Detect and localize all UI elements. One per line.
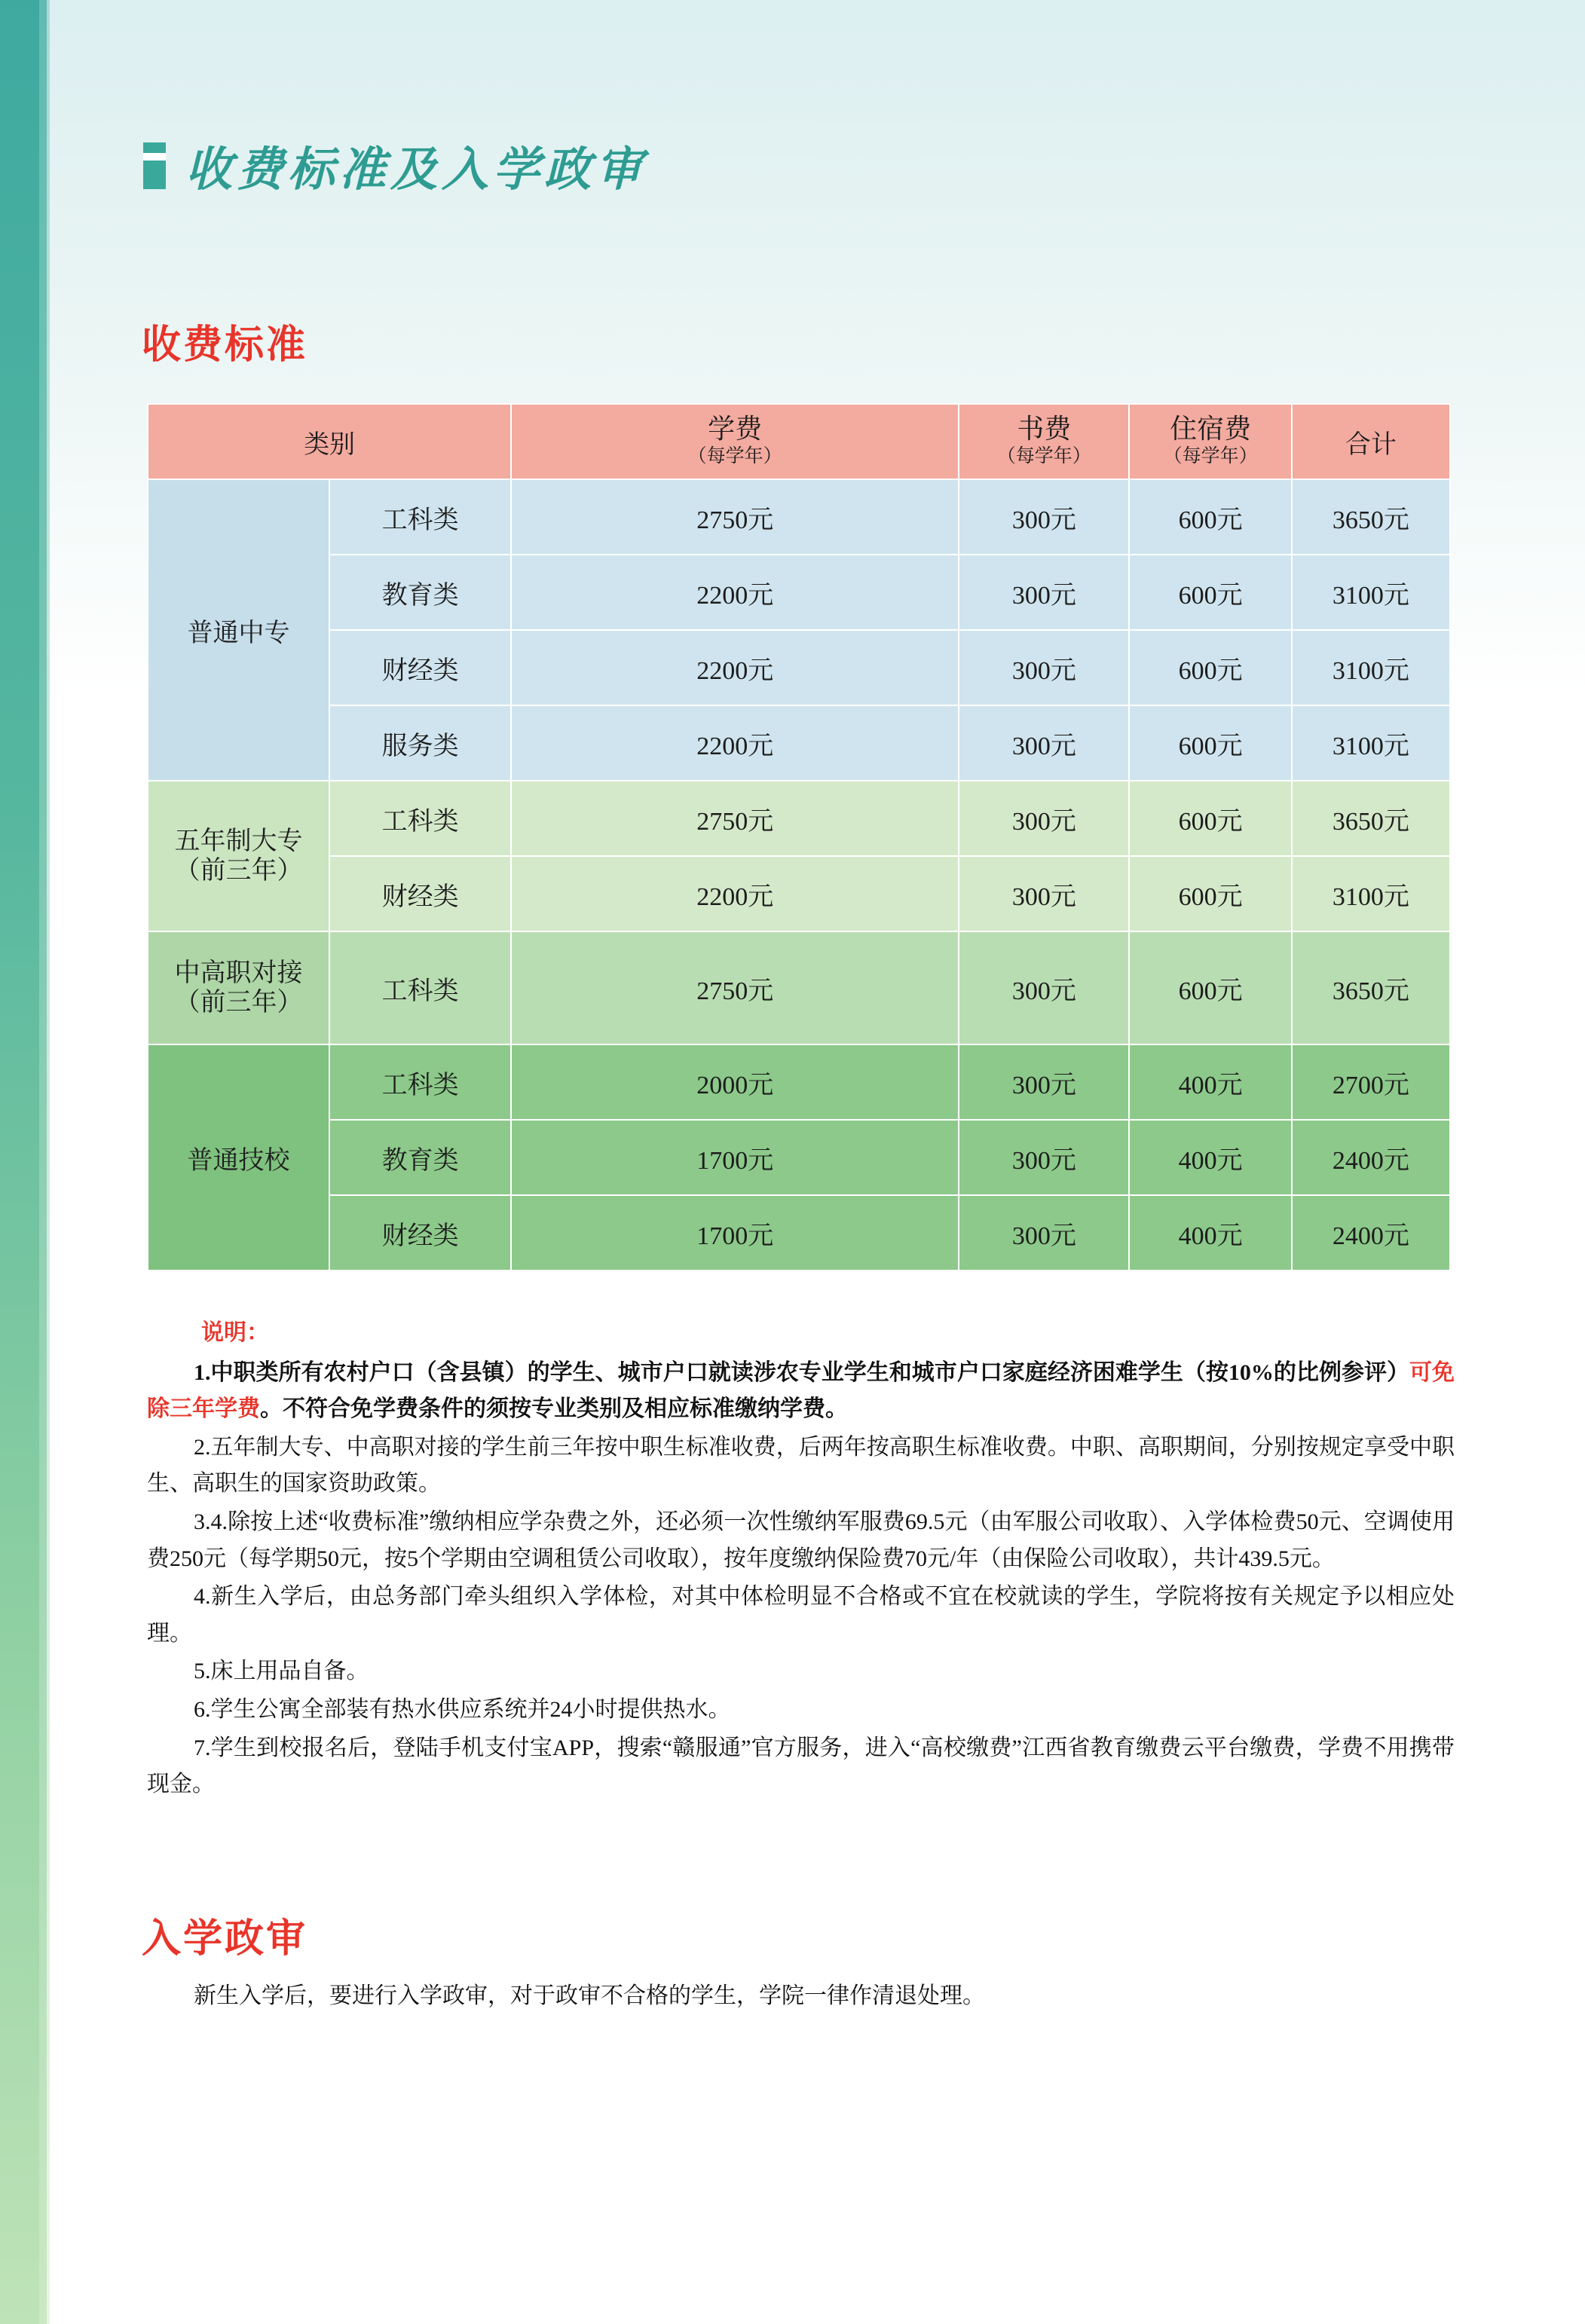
page-header bbox=[143, 132, 647, 199]
row-total: 2700元 bbox=[1292, 1044, 1450, 1120]
table-row bbox=[148, 705, 1450, 781]
table-row bbox=[148, 781, 1450, 856]
row-type: 工科类 bbox=[329, 1044, 511, 1120]
row-total: 3100元 bbox=[1292, 856, 1450, 931]
notes-block bbox=[147, 1315, 1455, 1805]
table-row bbox=[148, 1044, 1450, 1120]
table-row bbox=[148, 931, 1450, 1044]
group-name-3: 普通技校 bbox=[148, 1044, 329, 1271]
header-tuition bbox=[511, 404, 959, 479]
fee-table-head bbox=[148, 404, 1450, 479]
header-dorm bbox=[1129, 404, 1291, 479]
header-dorm-main: 住宿费 bbox=[1170, 413, 1252, 444]
note-item-5: 5.床上用品自备。 bbox=[194, 1659, 369, 1684]
row-books: 300元 bbox=[959, 1120, 1129, 1195]
table-row bbox=[148, 555, 1450, 630]
row-dorm: 600元 bbox=[1129, 931, 1291, 1044]
header-tuition-main: 学费 bbox=[708, 413, 763, 444]
group-name-1-line2: （前三年） bbox=[174, 857, 303, 885]
notes-label: 说明： bbox=[201, 1320, 269, 1345]
header-dorm-sub: （每学年） bbox=[1163, 445, 1258, 466]
review-paragraph: 新生入学后，要进行入学政审，对于政审不合格的学生，学院一律作清退处理。 bbox=[194, 1983, 985, 2008]
header-books-sub: （每学年） bbox=[996, 445, 1091, 466]
row-tuition: 2200元 bbox=[511, 856, 959, 931]
note-item-1-part1: 1.中职类所有农村户口（含县镇）的学生、城市户口就读涉农专业学生和城市户口家庭经济困难学生（按10%的比例参评） bbox=[194, 1359, 1409, 1385]
row-books: 300元 bbox=[959, 1044, 1129, 1120]
row-tuition: 2750元 bbox=[511, 781, 959, 856]
row-total: 3100元 bbox=[1292, 630, 1450, 705]
page-title: 收费标准及入学政审 bbox=[185, 145, 647, 196]
note-item-3: 3.4.除按上述“收费标准”缴纳相应学杂费之外，还必须一次性缴纳军服费69.5元（由军服公司收取）、入学体检费50元、空调使用费250元（每学期50元，按5个学期由空调租赁公司收取），按年度缴纳保险费70元/年（由保险公司收取），共计439.5元。 bbox=[147, 1509, 1455, 1571]
table-row bbox=[148, 856, 1450, 931]
group-name-1 bbox=[148, 781, 329, 931]
row-dorm: 600元 bbox=[1129, 856, 1291, 931]
row-dorm: 400元 bbox=[1129, 1120, 1291, 1195]
left-decorative-bar-highlight bbox=[39, 0, 50, 2324]
row-type: 教育类 bbox=[329, 555, 511, 630]
note-item-4: 4.新生入学后，由总务部门牵头组织入学体检，对其中体检明显不合格或不宜在校就读的学生，学院将按有关规定予以相应处理。 bbox=[147, 1584, 1455, 1646]
row-books: 300元 bbox=[959, 1195, 1129, 1271]
row-books: 300元 bbox=[959, 781, 1129, 856]
row-dorm: 400元 bbox=[1129, 1195, 1291, 1271]
bookmark-icon bbox=[143, 142, 166, 189]
row-tuition: 2000元 bbox=[511, 1044, 959, 1120]
note-item-1 bbox=[147, 1355, 1455, 1428]
row-dorm: 600元 bbox=[1129, 781, 1291, 856]
row-books: 300元 bbox=[959, 555, 1129, 630]
group-name-2 bbox=[148, 931, 329, 1044]
row-books: 300元 bbox=[959, 479, 1129, 555]
table-row bbox=[148, 630, 1450, 705]
row-dorm: 600元 bbox=[1129, 630, 1291, 705]
row-books: 300元 bbox=[959, 931, 1129, 1044]
row-total: 3650元 bbox=[1292, 781, 1450, 856]
fee-table-body bbox=[148, 479, 1450, 1271]
row-type: 教育类 bbox=[329, 1120, 511, 1195]
note-item-2: 2.五年制大专、中高职对接的学生前三年按中职生标准收费，后两年按高职生标准收费。中职、高职期间，分别按规定享受中职生、高职生的国家资助政策。 bbox=[147, 1434, 1455, 1497]
header-tuition-sub: （每学年） bbox=[687, 445, 782, 466]
row-dorm: 600元 bbox=[1129, 705, 1291, 781]
row-dorm: 400元 bbox=[1129, 1044, 1291, 1120]
table-row bbox=[148, 1120, 1450, 1195]
row-tuition: 2200元 bbox=[511, 555, 959, 630]
row-type: 工科类 bbox=[329, 931, 511, 1044]
row-type: 财经类 bbox=[329, 1195, 511, 1271]
row-books: 300元 bbox=[959, 856, 1129, 931]
row-total: 2400元 bbox=[1292, 1195, 1450, 1271]
row-type: 工科类 bbox=[329, 781, 511, 856]
group-name-2-line2: （前三年） bbox=[174, 989, 303, 1017]
row-type: 服务类 bbox=[329, 705, 511, 781]
row-total: 3650元 bbox=[1292, 479, 1450, 555]
row-books: 300元 bbox=[959, 630, 1129, 705]
note-item-6: 6.学生公寓全部装有热水供应系统并24小时提供热水。 bbox=[194, 1696, 731, 1722]
header-category: 类别 bbox=[148, 404, 511, 479]
note-item-7: 7.学生到校报名后，登陆手机支付宝APP，搜索“赣服通”官方服务，进入“高校缴费”江西省教育缴费云平台缴费，学费不用携带现金。 bbox=[147, 1735, 1455, 1797]
row-tuition: 2200元 bbox=[511, 630, 959, 705]
row-total: 2400元 bbox=[1292, 1120, 1450, 1195]
table-row bbox=[148, 1195, 1450, 1271]
group-name-1-line1: 五年制大专 bbox=[174, 827, 303, 855]
row-tuition: 2200元 bbox=[511, 705, 959, 781]
header-books bbox=[959, 404, 1129, 479]
section-title-review: 入学政审 bbox=[142, 1918, 308, 1961]
note-item-1-highlight: 可免除三年学费 bbox=[147, 1359, 1455, 1422]
section-title-fees: 收费标准 bbox=[142, 324, 308, 367]
row-dorm: 600元 bbox=[1129, 479, 1291, 555]
row-type: 财经类 bbox=[329, 856, 511, 931]
row-tuition: 2750元 bbox=[511, 479, 959, 555]
fee-table bbox=[147, 403, 1451, 1271]
row-dorm: 600元 bbox=[1129, 555, 1291, 630]
header-books-main: 书费 bbox=[1017, 413, 1072, 444]
row-tuition: 2750元 bbox=[511, 931, 959, 1044]
header-total: 合计 bbox=[1292, 404, 1450, 479]
row-tuition: 1700元 bbox=[511, 1120, 959, 1195]
table-row bbox=[148, 479, 1450, 555]
row-total: 3100元 bbox=[1292, 555, 1450, 630]
note-item-1-part2: 。不符合免学费条件的须按专业类别及相应标准缴纳学费。 bbox=[260, 1396, 848, 1422]
group-name-0: 普通中专 bbox=[148, 479, 329, 781]
row-total: 3100元 bbox=[1292, 705, 1450, 781]
row-type: 工科类 bbox=[329, 479, 511, 555]
row-total: 3650元 bbox=[1292, 931, 1450, 1044]
group-name-2-line1: 中高职对接 bbox=[174, 959, 303, 987]
row-type: 财经类 bbox=[329, 630, 511, 705]
table-header-row bbox=[148, 404, 1450, 479]
row-tuition: 1700元 bbox=[511, 1195, 959, 1271]
row-books: 300元 bbox=[959, 705, 1129, 781]
